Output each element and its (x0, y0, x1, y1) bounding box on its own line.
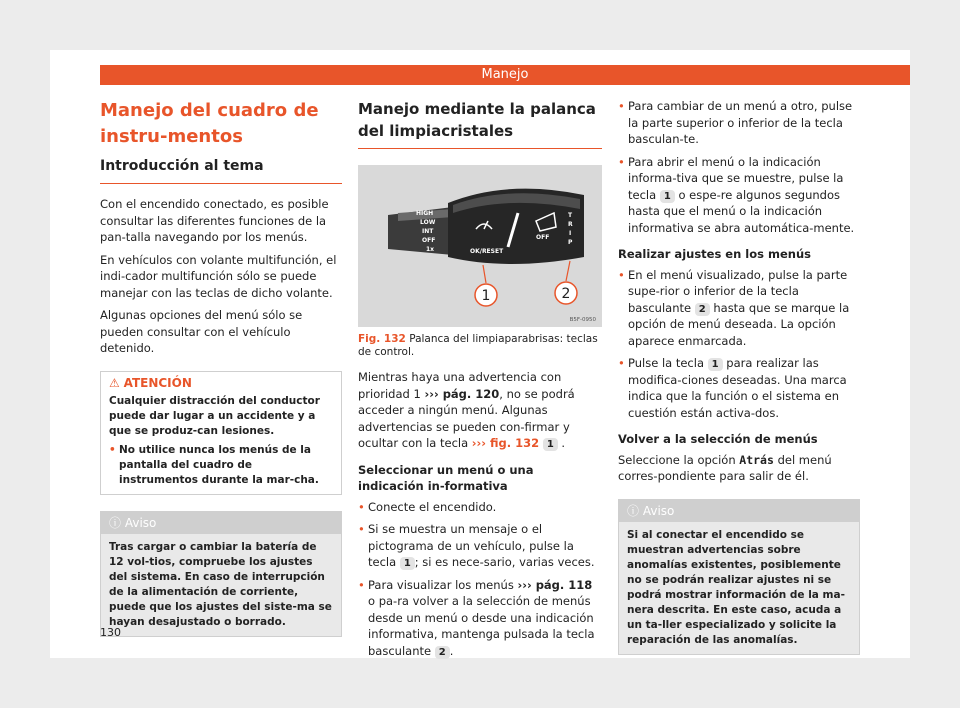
warning-box (100, 371, 342, 495)
callout-1: 1 (481, 288, 491, 304)
lever-label-int: INT (422, 228, 434, 235)
lever-label-low: LOW (420, 219, 436, 226)
key-1-badge: 1 (543, 438, 558, 451)
info-icon: ⓘ (627, 503, 640, 518)
back-option: Atrás (739, 452, 774, 467)
section-header: Manejo (100, 65, 910, 85)
step-mark-option: • En el menú visualizado, pulse la parte supe-rior o inferior de la tecla basculante 2 hasta que se marque la opción de menú deseada. La opción aparece enmarcada. (618, 267, 860, 350)
trip-label-r: R (568, 221, 573, 228)
step-modify: • Pulse la tecla 1 para realizar las modifica-ciones deseadas. Una marca indica que la función o el sistema en cuestión están activa-dos. (618, 355, 860, 421)
page-ref-118[interactable]: ››› pág. 118 (517, 577, 593, 592)
intro-paragraph-3: Algunas opciones del menú sólo se pueden consultar con el vehículo detenido. (100, 308, 303, 355)
intro-paragraph-1: Con el encendido conectado, es posible consultar las diferentes funciones de la pan-talla navegando por los menús. (100, 197, 329, 244)
note-header (101, 512, 341, 534)
note-box-anomalies (618, 499, 860, 655)
note-label: Aviso (124, 515, 157, 530)
warning-triangle-icon: ⚠ (109, 375, 120, 390)
key-1-badge: 1 (400, 557, 415, 570)
lever-label-off: OFF (422, 237, 436, 244)
figure-caption-text: Palanca del limpiaparabrisas: teclas de control. (358, 333, 598, 358)
subheading-back: Volver a la selección de menús (618, 432, 818, 446)
figure-caption (358, 333, 602, 359)
trip-label-i: I (569, 230, 572, 237)
subheading-select-menu: Seleccionar un menú o una indicación in-formativa (358, 462, 534, 493)
wiper-lever-illustration (358, 165, 602, 327)
wiper-lever-figure (358, 165, 602, 327)
step-press-key-1: • Si se muestra un mensaje o el pictograma de un vehículo, pulse la tecla 1 ; si es nece-sario, varias veces. (358, 521, 602, 571)
back-paragraph: Seleccione la opción Atrás del menú corres-pondiente para salir de él. (618, 452, 832, 483)
step-open-menu: • Para abrir el menú o la indicación informa-tiva que se muestre, pulse la tecla 1 o espe-re algunos segundos hasta que el menú o la indicación informativa se abra automática-mente. (618, 154, 860, 237)
note-text: Tras cargar o cambiar la batería de 12 vol-tios, compruebe los ajustes del sistema. En caso de interrupción de la alimentación de corriente, puede que los ajustes del siste-ma se hayan desajustado o borrado. (101, 534, 341, 636)
lever-label-high: HIGH (416, 210, 434, 217)
note-text: Si al conectar el encendido se muestran advertencias sobre anomalías existentes, posiblemente no se podrán realizar ajustes ni se podrá mostrar información de la ma-nera descrita. En este caso, acuda a un ta-ller especializado y solicite la reparación de las anomalías. (619, 522, 859, 654)
trip-label-p: P (568, 239, 573, 246)
lever-label-off-rear: OFF (536, 234, 550, 241)
column-middle (358, 98, 602, 665)
key-2-badge: 2 (435, 646, 450, 659)
lever-label-1x: 1x (426, 246, 435, 253)
warning-label: ATENCIÓN (123, 375, 192, 390)
key-2-badge: 2 (695, 303, 710, 316)
manual-page (50, 50, 910, 658)
fig-ref-132[interactable]: ››› fig. 132 (471, 436, 540, 450)
key-1-badge: 1 (660, 190, 675, 203)
priority-paragraph: Mientras haya una advertencia con prioridad 1 ››› pág. 120, no se podrá acceder a ningún menú. Algunas advertencias se pueden con-firmar y ocultar con la tecla ››› fig. 132 1 . (358, 370, 575, 450)
trip-label-t: T (568, 212, 573, 219)
column-left (100, 98, 342, 637)
key-1-badge: 1 (708, 358, 723, 371)
figure-label: Fig. 132 (358, 333, 406, 345)
info-icon: ⓘ (109, 515, 122, 530)
callout-2: 2 (561, 286, 571, 302)
note-header (619, 500, 859, 522)
warning-header (101, 372, 341, 394)
lever-label-ok-reset: OK/RESET (470, 248, 504, 255)
step-ignition: • Conecte el encendido. (358, 499, 602, 516)
subheading-settings: Realizar ajustes en los menús (618, 247, 811, 261)
page-title: Manejo del cuadro de instru-mentos (100, 100, 319, 147)
step-switch-menu: • Para cambiar de un menú a otro, pulse la parte superior o inferior de la tecla basculan-te. (618, 98, 860, 148)
column-right (618, 98, 860, 655)
note-box (100, 511, 342, 637)
intro-paragraph-2: En vehículos con volante multifunción, el indi-cador multifunción sólo se puede manejar con las teclas de dicho volante. (100, 252, 337, 300)
section-heading: Introducción al tema (100, 156, 342, 184)
page-ref-120[interactable]: ››› pág. 120 (424, 386, 500, 401)
warning-bullet: • No utilice nunca los menús de la pantalla del cuadro de instrumentos durante la mar-cha. (109, 443, 333, 488)
step-show-menus: • Para visualizar los menús ››› pág. 118 o pa-ra volver a la selección de menús desde un menú o desde una indicación informativa, mantenga pulsada la tecla basculante 2 . (358, 577, 602, 660)
page-number: 130 (100, 626, 121, 639)
section-heading-lever: Manejo mediante la palanca del limpiacristales (358, 98, 602, 149)
figure-code: B5F-0950 (569, 317, 596, 323)
warning-text: Cualquier distracción del conductor puede dar lugar a un accidente y a que se produz-can lesiones. (109, 394, 320, 437)
note-label: Aviso (642, 503, 675, 518)
